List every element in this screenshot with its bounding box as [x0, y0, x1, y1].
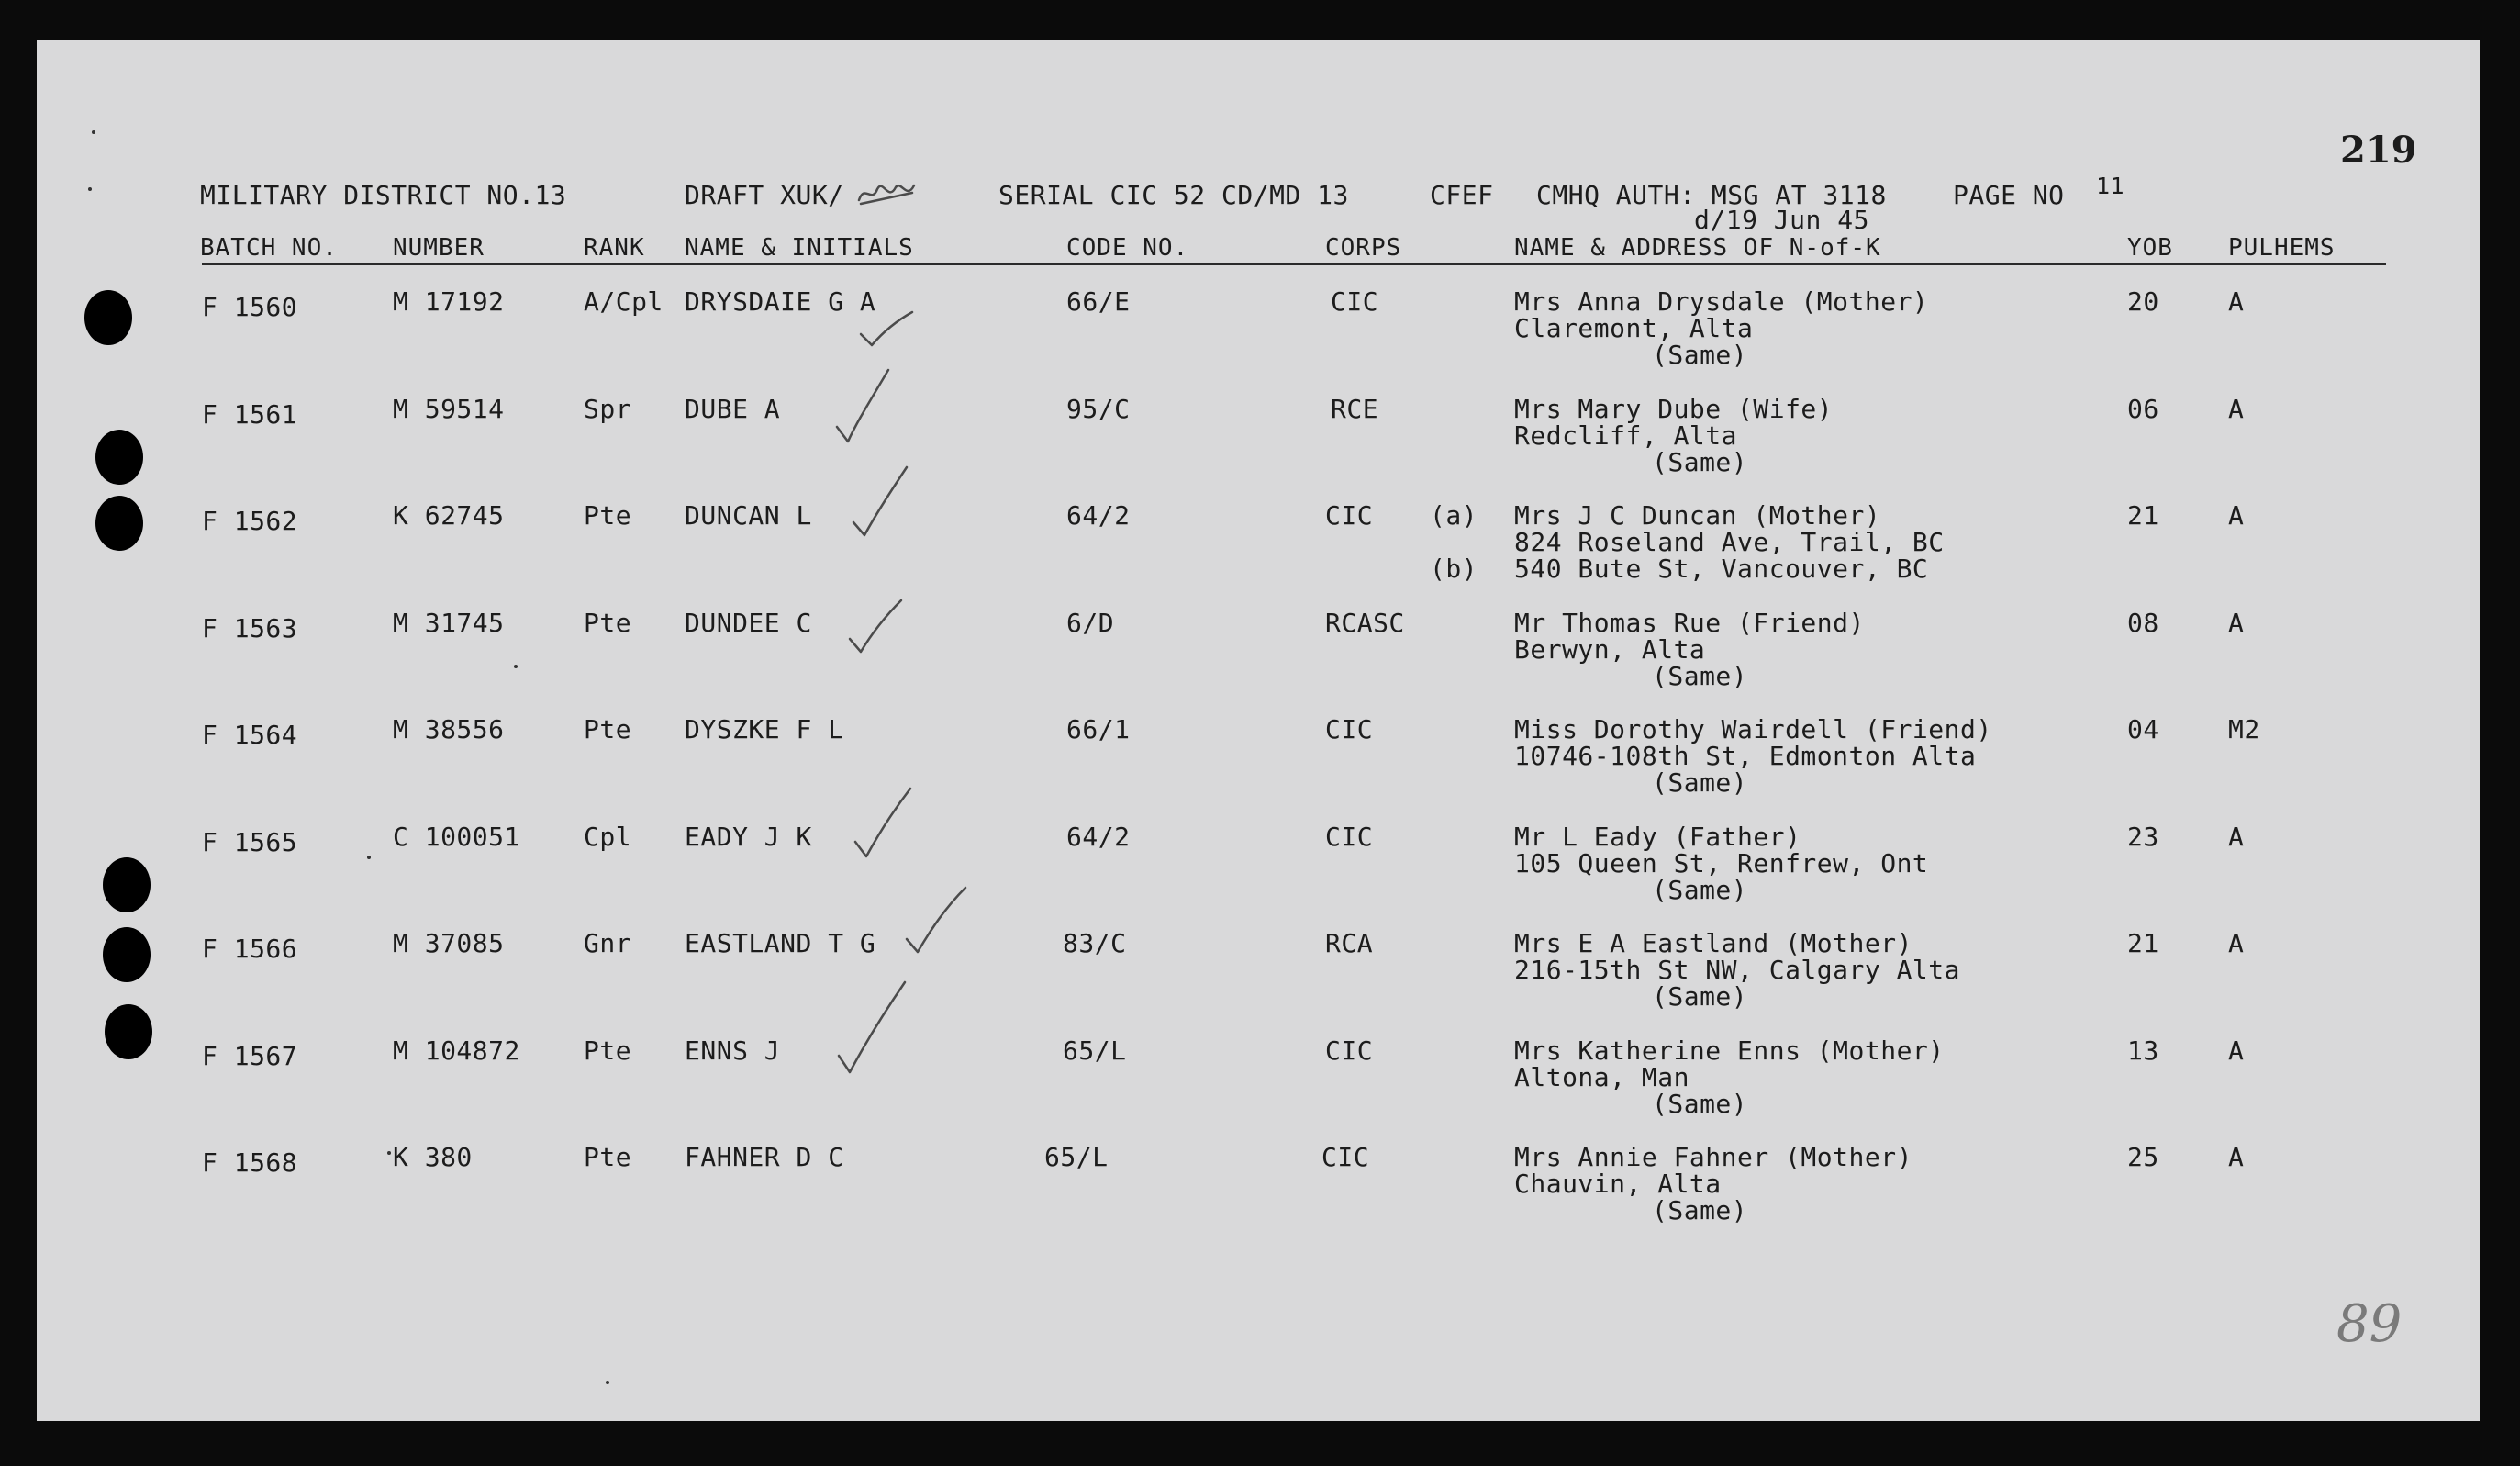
nok-line: Mr Thomas Rue (Friend) — [1514, 608, 1865, 638]
nok-line: 540 Bute St, Vancouver, BC — [1514, 554, 1929, 584]
code-no: 64/2 — [1066, 500, 1131, 531]
regimental-number: M 59514 — [393, 394, 505, 424]
nok-line: Mrs Katherine Enns (Mother) — [1514, 1035, 1945, 1066]
checkmark-icon — [859, 286, 932, 369]
col-rank: RANK — [584, 234, 645, 262]
code-no: 65/L — [1063, 1035, 1127, 1066]
punch-hole — [95, 430, 143, 485]
year-of-birth: 08 — [2127, 608, 2159, 638]
rank: A/Cpl — [584, 286, 663, 317]
rank: Pte — [584, 500, 632, 531]
name-initials: DUNCAN L — [685, 500, 812, 531]
name-initials: DUBE A — [685, 394, 781, 424]
checkmark-icon — [848, 576, 921, 659]
year-of-birth: 21 — [2127, 500, 2159, 531]
corps: CIC — [1325, 1035, 1374, 1066]
speck — [92, 130, 95, 134]
batch-no: F 1560 — [202, 292, 298, 322]
pulhems: M2 — [2228, 714, 2260, 744]
nok-line: (Same) — [1652, 767, 1748, 798]
rank: Pte — [584, 1142, 632, 1172]
col-name: NAME & INITIALS — [685, 234, 914, 262]
nok-line: Redcliff, Alta — [1514, 420, 1738, 451]
nok-line: Berwyn, Alta — [1514, 634, 1706, 665]
pulhems: A — [2228, 394, 2245, 424]
regimental-number: K 62745 — [393, 500, 505, 531]
code-no: 66/1 — [1066, 714, 1131, 744]
batch-no: F 1567 — [202, 1041, 298, 1071]
serial-label: SERIAL CIC 52 CD/MD 13 — [998, 180, 1349, 210]
corps: CIC — [1325, 822, 1374, 852]
corps: CIC — [1321, 1142, 1370, 1172]
handwritten-note: 89 — [2336, 1294, 2403, 1354]
name-initials: DYSZKE F L — [685, 714, 844, 744]
corps: CIC — [1325, 714, 1374, 744]
year-of-birth: 20 — [2127, 286, 2159, 317]
pulhems: A — [2228, 1035, 2245, 1066]
page-no-label: PAGE NO — [1953, 180, 2065, 210]
checkmark-icon — [852, 456, 925, 539]
name-initials: DUNDEE C — [685, 608, 812, 638]
year-of-birth: 13 — [2127, 1035, 2159, 1066]
corps: RCA — [1325, 928, 1374, 958]
nok-line: 10746-108th St, Edmonton Alta — [1514, 741, 1977, 771]
rank: Spr — [584, 394, 632, 424]
regimental-number: M 104872 — [393, 1035, 520, 1066]
nok-line: (Same) — [1652, 661, 1748, 691]
checkmark-icon — [905, 875, 978, 957]
year-of-birth: 25 — [2127, 1142, 2159, 1172]
checkmark-icon — [835, 366, 909, 449]
checkmark-icon — [837, 971, 910, 1054]
year-of-birth: 04 — [2127, 714, 2159, 744]
nok-line: Mrs J C Duncan (Mother) — [1514, 500, 1881, 531]
year-of-birth: 21 — [2127, 928, 2159, 958]
nok-line: (Same) — [1652, 875, 1748, 905]
authority-date: d/19 Jun 45 — [1694, 205, 1869, 235]
code-no: 64/2 — [1066, 822, 1131, 852]
speck — [367, 856, 371, 859]
pulhems: A — [2228, 928, 2245, 958]
name-initials: EASTLAND T G — [685, 928, 876, 958]
nok-line: 824 Roseland Ave, Trail, BC — [1514, 527, 1945, 557]
rank: Pte — [584, 1035, 632, 1066]
col-nok: NAME & ADDRESS OF N-of-K — [1514, 234, 1881, 262]
draft-scribble-icon — [855, 176, 920, 209]
regimental-number: M 38556 — [393, 714, 505, 744]
punch-hole — [95, 496, 143, 551]
force-label: CFEF — [1430, 180, 1494, 210]
name-initials: DRYSDAIE G A — [685, 286, 876, 317]
draft-label: DRAFT XUK/ — [685, 180, 844, 210]
batch-no: F 1566 — [202, 934, 298, 964]
batch-no: F 1562 — [202, 506, 298, 536]
pulhems: A — [2228, 608, 2245, 638]
batch-no: F 1564 — [202, 720, 298, 750]
punch-hole — [105, 1004, 152, 1059]
col-yob: YOB — [2127, 234, 2173, 262]
nok-line: (Same) — [1652, 447, 1748, 477]
nok-line: Mrs Mary Dube (Wife) — [1514, 394, 1834, 424]
code-no: 95/C — [1066, 394, 1131, 424]
nok-line: (Same) — [1652, 340, 1748, 370]
punch-hole — [103, 927, 151, 982]
batch-no: F 1563 — [202, 613, 298, 643]
regimental-number: M 37085 — [393, 928, 505, 958]
nok-line: (Same) — [1652, 1089, 1748, 1119]
batch-no: F 1568 — [202, 1147, 298, 1178]
col-pulhems: PULHEMS — [2228, 234, 2336, 262]
punch-hole — [84, 290, 132, 345]
page-no-value: 11 — [2096, 173, 2125, 199]
address-mark: (a) — [1430, 500, 1478, 531]
punch-hole — [103, 857, 151, 912]
year-of-birth: 06 — [2127, 394, 2159, 424]
rank: Pte — [584, 608, 632, 638]
nok-line: Miss Dorothy Wairdell (Friend) — [1514, 714, 1992, 744]
batch-no: F 1561 — [202, 399, 298, 430]
speck — [88, 187, 92, 191]
header-rule — [202, 263, 2386, 265]
nok-line: Claremont, Alta — [1514, 313, 1754, 343]
code-no: 83/C — [1063, 928, 1127, 958]
year-of-birth: 23 — [2127, 822, 2159, 852]
code-no: 6/D — [1066, 608, 1115, 638]
name-initials: EADY J K — [685, 822, 812, 852]
col-number: NUMBER — [393, 234, 485, 262]
rank: Pte — [584, 714, 632, 744]
nok-line: Mrs Annie Fahner (Mother) — [1514, 1142, 1912, 1172]
regimental-number: K 380 — [393, 1142, 473, 1172]
pulhems: A — [2228, 822, 2245, 852]
authority-label: CMHQ AUTH: MSG AT 3118 — [1536, 180, 1887, 210]
col-batch: BATCH NO. — [200, 234, 338, 262]
nok-line: 105 Queen St, Renfrew, Ont — [1514, 848, 1929, 878]
nok-line: Mr L Eady (Father) — [1514, 822, 1801, 852]
code-no: 66/E — [1066, 286, 1131, 317]
corps: RCASC — [1325, 608, 1405, 638]
rank: Cpl — [584, 822, 632, 852]
speck — [514, 665, 518, 668]
col-code: CODE NO. — [1066, 234, 1189, 262]
regimental-number: M 17192 — [393, 286, 505, 317]
name-initials: ENNS J — [685, 1035, 781, 1066]
regimental-number: C 100051 — [393, 822, 520, 852]
address-mark: (b) — [1430, 554, 1478, 584]
pulhems: A — [2228, 286, 2245, 317]
nok-line: (Same) — [1652, 1195, 1748, 1225]
pulhems: A — [2228, 500, 2245, 531]
page-stamp: 219 — [2340, 129, 2417, 172]
name-initials: FAHNER D C — [685, 1142, 844, 1172]
regimental-number: M 31745 — [393, 608, 505, 638]
rank: Gnr — [584, 928, 632, 958]
nok-line: (Same) — [1652, 981, 1748, 1012]
code-no: 65/L — [1044, 1142, 1109, 1172]
col-corps: CORPS — [1325, 234, 1402, 262]
speck — [606, 1381, 609, 1384]
corps: RCE — [1331, 394, 1379, 424]
nok-line: Altona, Man — [1514, 1062, 1689, 1092]
record-sheet — [37, 40, 2480, 1421]
checkmark-icon — [853, 772, 927, 855]
nok-line: Mrs Anna Drysdale (Mother) — [1514, 286, 1929, 317]
corps: CIC — [1325, 500, 1374, 531]
nok-line: Mrs E A Eastland (Mother) — [1514, 928, 1912, 958]
corps: CIC — [1331, 286, 1379, 317]
nok-line: 216-15th St NW, Calgary Alta — [1514, 955, 1961, 985]
nok-line: Chauvin, Alta — [1514, 1169, 1722, 1199]
speck — [387, 1151, 391, 1155]
district-label: MILITARY DISTRICT NO.13 — [200, 180, 567, 210]
batch-no: F 1565 — [202, 827, 298, 857]
pulhems: A — [2228, 1142, 2245, 1172]
